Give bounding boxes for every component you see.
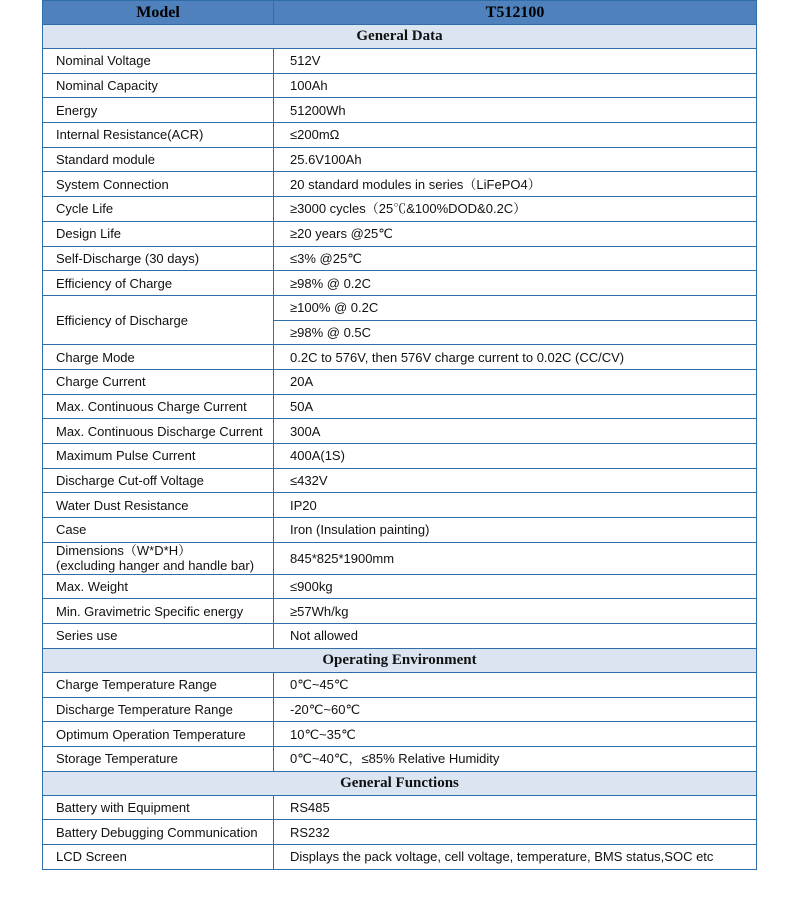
- row-value: ≤900kg: [274, 574, 757, 599]
- table-row: [43, 345, 757, 370]
- table-row: [43, 369, 757, 394]
- row-value: Iron (Insulation painting): [274, 518, 757, 543]
- table-row: [43, 844, 757, 869]
- table-row: [43, 624, 757, 649]
- row-label: Nominal Capacity: [43, 73, 274, 98]
- row-label: Energy: [43, 98, 274, 123]
- table-row: [43, 49, 757, 74]
- row-label: Charge Current: [43, 369, 274, 394]
- row-value: 300A: [274, 419, 757, 444]
- table-row: [43, 419, 757, 444]
- row-value: ≥3000 cycles（25℃&100%DOD&0.2C）: [274, 197, 757, 222]
- row-label: Charge Mode: [43, 345, 274, 370]
- row-label: Discharge Cut-off Voltage: [43, 468, 274, 493]
- row-value: 845*825*1900mm: [274, 542, 757, 574]
- table-row: [43, 394, 757, 419]
- section-row: [43, 25, 757, 49]
- table-row: [43, 172, 757, 197]
- model-label: Model: [43, 1, 274, 25]
- table-row: [43, 722, 757, 747]
- row-label: Max. Continuous Discharge Current: [43, 419, 274, 444]
- table-row: [43, 246, 757, 271]
- row-value: 20 standard modules in series（LiFePO4）: [274, 172, 757, 197]
- section-general-data: General Data: [43, 25, 757, 49]
- row-label: Discharge Temperature Range: [43, 697, 274, 722]
- table-row: [43, 795, 757, 820]
- table-row: [43, 221, 757, 246]
- table-row: [43, 123, 757, 148]
- row-value: -20℃~60℃: [274, 697, 757, 722]
- section-operating-environment: Operating Environment: [43, 648, 757, 672]
- row-value: 20A: [274, 369, 757, 394]
- dimensions-label-line2: (excluding hanger and handle bar): [56, 558, 255, 574]
- row-label: Self-Discharge (30 days): [43, 246, 274, 271]
- row-label: Design Life: [43, 221, 274, 246]
- row-label: Max. Weight: [43, 574, 274, 599]
- row-value: 25.6V100Ah: [274, 147, 757, 172]
- row-value: ≥98% @ 0.2C: [274, 271, 757, 296]
- row-label: Maximum Pulse Current: [43, 444, 274, 469]
- table-row: [43, 295, 757, 320]
- table-row: [43, 518, 757, 543]
- row-value: 0.2C to 576V, then 576V charge current to 0.02C (CC/CV): [274, 345, 757, 370]
- row-label: Cycle Life: [43, 197, 274, 222]
- section-row: [43, 648, 757, 672]
- row-label: Optimum Operation Temperature: [43, 722, 274, 747]
- row-value: ≤432V: [274, 468, 757, 493]
- row-value: ≤3% @25℃: [274, 246, 757, 271]
- row-label: Max. Continuous Charge Current: [43, 394, 274, 419]
- row-label: Min. Gravimetric Specific energy: [43, 599, 274, 624]
- model-value: T512100: [274, 1, 757, 25]
- table-row: [43, 444, 757, 469]
- table-row: [43, 746, 757, 771]
- row-value: Displays the pack voltage, cell voltage, temperature, BMS status,SOC etc: [274, 844, 757, 869]
- table-row: [43, 98, 757, 123]
- row-label-efficiency-discharge: Efficiency of Discharge: [43, 295, 274, 344]
- table-row: [43, 820, 757, 845]
- section-general-functions: General Functions: [43, 771, 757, 795]
- row-label: System Connection: [43, 172, 274, 197]
- row-value: 0℃~45℃: [274, 672, 757, 697]
- row-value: 51200Wh: [274, 98, 757, 123]
- row-value: RS232: [274, 820, 757, 845]
- row-value: RS485: [274, 795, 757, 820]
- row-value: 0℃~40℃，≤85% Relative Humidity: [274, 746, 757, 771]
- row-value: IP20: [274, 493, 757, 518]
- row-value: ≥57Wh/kg: [274, 599, 757, 624]
- row-label-dimensions: [43, 542, 274, 574]
- spec-table: [42, 0, 757, 870]
- section-row: [43, 771, 757, 795]
- row-label: Standard module: [43, 147, 274, 172]
- table-row: [43, 197, 757, 222]
- table-row: [43, 574, 757, 599]
- row-value: 50A: [274, 394, 757, 419]
- row-label: LCD Screen: [43, 844, 274, 869]
- row-value: Not allowed: [274, 624, 757, 649]
- table-row: [43, 493, 757, 518]
- row-label: Battery Debugging Communication: [43, 820, 274, 845]
- row-value: ≥98% @ 0.5C: [274, 320, 757, 345]
- row-label: Charge Temperature Range: [43, 672, 274, 697]
- row-value: 512V: [274, 49, 757, 74]
- row-label: Battery with Equipment: [43, 795, 274, 820]
- row-label: Internal Resistance(ACR): [43, 123, 274, 148]
- row-label: Storage Temperature: [43, 746, 274, 771]
- table-row: [43, 672, 757, 697]
- row-value: 400A(1S): [274, 444, 757, 469]
- table-row: [43, 147, 757, 172]
- table-row: [43, 599, 757, 624]
- row-value: ≥20 years @25℃: [274, 221, 757, 246]
- row-value: ≤200mΩ: [274, 123, 757, 148]
- table-row: [43, 73, 757, 98]
- row-label: Nominal Voltage: [43, 49, 274, 74]
- table-row: [43, 697, 757, 722]
- table-row: [43, 271, 757, 296]
- row-value: 10℃~35℃: [274, 722, 757, 747]
- table-row: [43, 542, 757, 574]
- row-label: Water Dust Resistance: [43, 493, 274, 518]
- header-row: [43, 1, 757, 25]
- row-label: Case: [43, 518, 274, 543]
- row-value: ≥100% @ 0.2C: [274, 295, 757, 320]
- dimensions-label-line1: Dimensions（W*D*H）: [56, 543, 192, 559]
- row-label: Series use: [43, 624, 274, 649]
- row-value: 100Ah: [274, 73, 757, 98]
- row-label: Efficiency of Charge: [43, 271, 274, 296]
- table-row: [43, 468, 757, 493]
